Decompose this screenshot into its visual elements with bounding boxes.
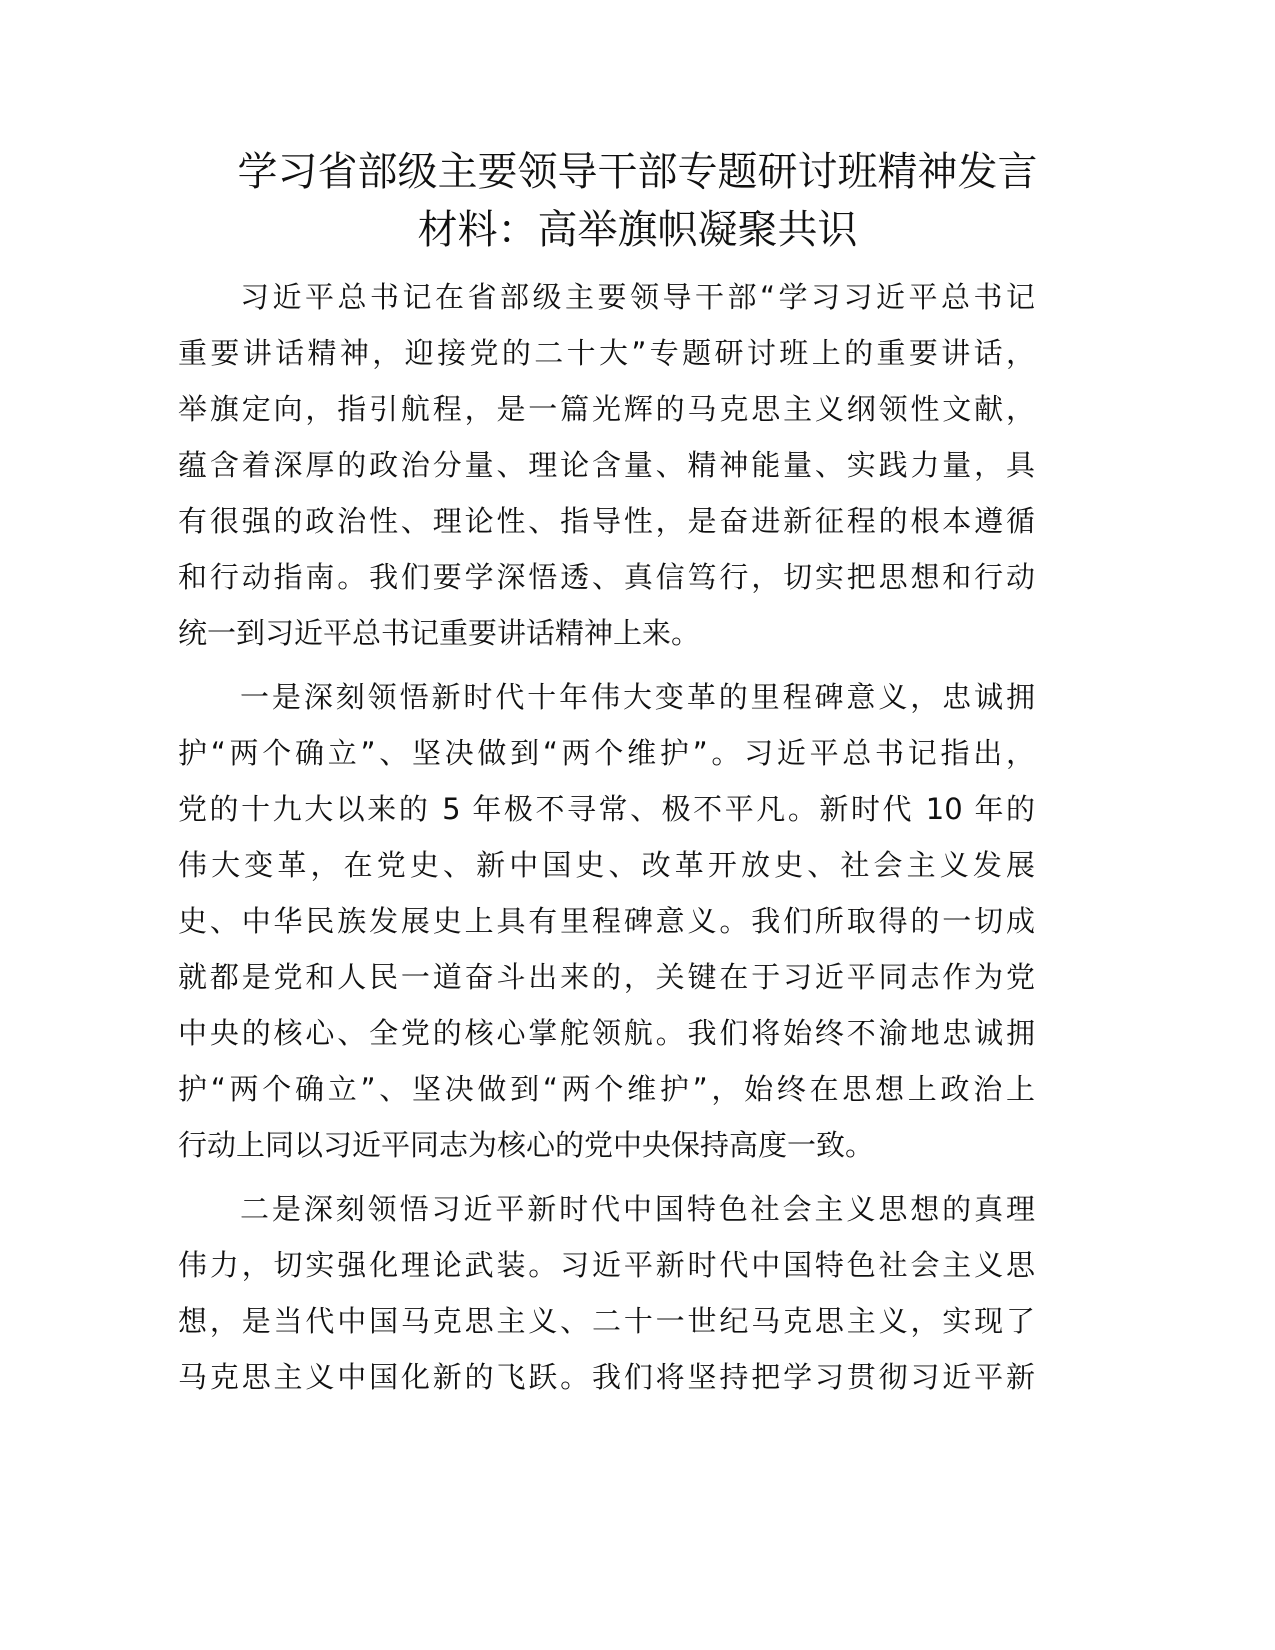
text-line: 伟大变革，在党史、新中国史、改革开放史、社会主义发展 — [178, 848, 1035, 882]
text-line: 一是深刻领悟新时代十年伟大变革的里程碑意义，忠诚拥 — [240, 680, 1035, 714]
text-line: 行动上同以习近平同志为核心的党中央保持高度一致。 — [178, 1128, 875, 1162]
title-line: 材料：高举旗帜凝聚共识 — [417, 207, 858, 253]
text-line: 就都是党和人民一道奋斗出来的，关键在于习近平同志作为党 — [178, 960, 1035, 994]
text-line: 统一到习近平总书记重要讲话精神上来。 — [178, 616, 701, 650]
text-line: 护“两个确立”、坚决做到“两个维护”。习近平总书记指出， — [178, 736, 1035, 770]
text-line: 举旗定向，指引航程，是一篇光辉的马克思主义纲领性文献， — [178, 392, 1035, 426]
text-line: 习近平总书记在省部级主要领导干部“学习习近平总书记 — [240, 280, 1035, 314]
text-line: 中央的核心、全党的核心掌舵领航。我们将始终不渝地忠诚拥 — [178, 1016, 1035, 1050]
paragraph — [178, 1181, 1035, 1405]
text-line: 想，是当代中国马克思主义、二十一世纪马克思主义，实现了 — [178, 1304, 1035, 1338]
document-body — [178, 269, 1035, 1413]
text-line: 党的十九大以来的 5 年极不寻常、极不平凡。新时代 10 年的 — [178, 792, 1035, 826]
text-line: 马克思主义中国化新的飞跃。我们将坚持把学习贯彻习近平新 — [178, 1360, 1035, 1394]
paragraph — [178, 269, 1035, 661]
text-line: 和行动指南。我们要学深悟透、真信笃行，切实把思想和行动 — [178, 560, 1035, 594]
title-line: 学习省部级主要领导干部专题研讨班精神发言 — [237, 149, 1038, 195]
text-line: 护“两个确立”、坚决做到“两个维护”，始终在思想上政治上 — [178, 1072, 1035, 1106]
text-line: 二是深刻领悟习近平新时代中国特色社会主义思想的真理 — [240, 1192, 1035, 1226]
document-title — [150, 143, 1125, 259]
paragraph — [178, 669, 1035, 1173]
text-line: 重要讲话精神，迎接党的二十大”专题研讨班上的重要讲话， — [178, 336, 1035, 370]
text-line: 伟力，切实强化理论武装。习近平新时代中国特色社会主义思 — [178, 1248, 1035, 1282]
text-line: 蕴含着深厚的政治分量、理论含量、精神能量、实践力量，具 — [178, 448, 1035, 482]
text-line: 史、中华民族发展史上具有里程碑意义。我们所取得的一切成 — [178, 904, 1035, 938]
text-line: 有很强的政治性、理论性、指导性，是奋进新征程的根本遵循 — [178, 504, 1035, 538]
